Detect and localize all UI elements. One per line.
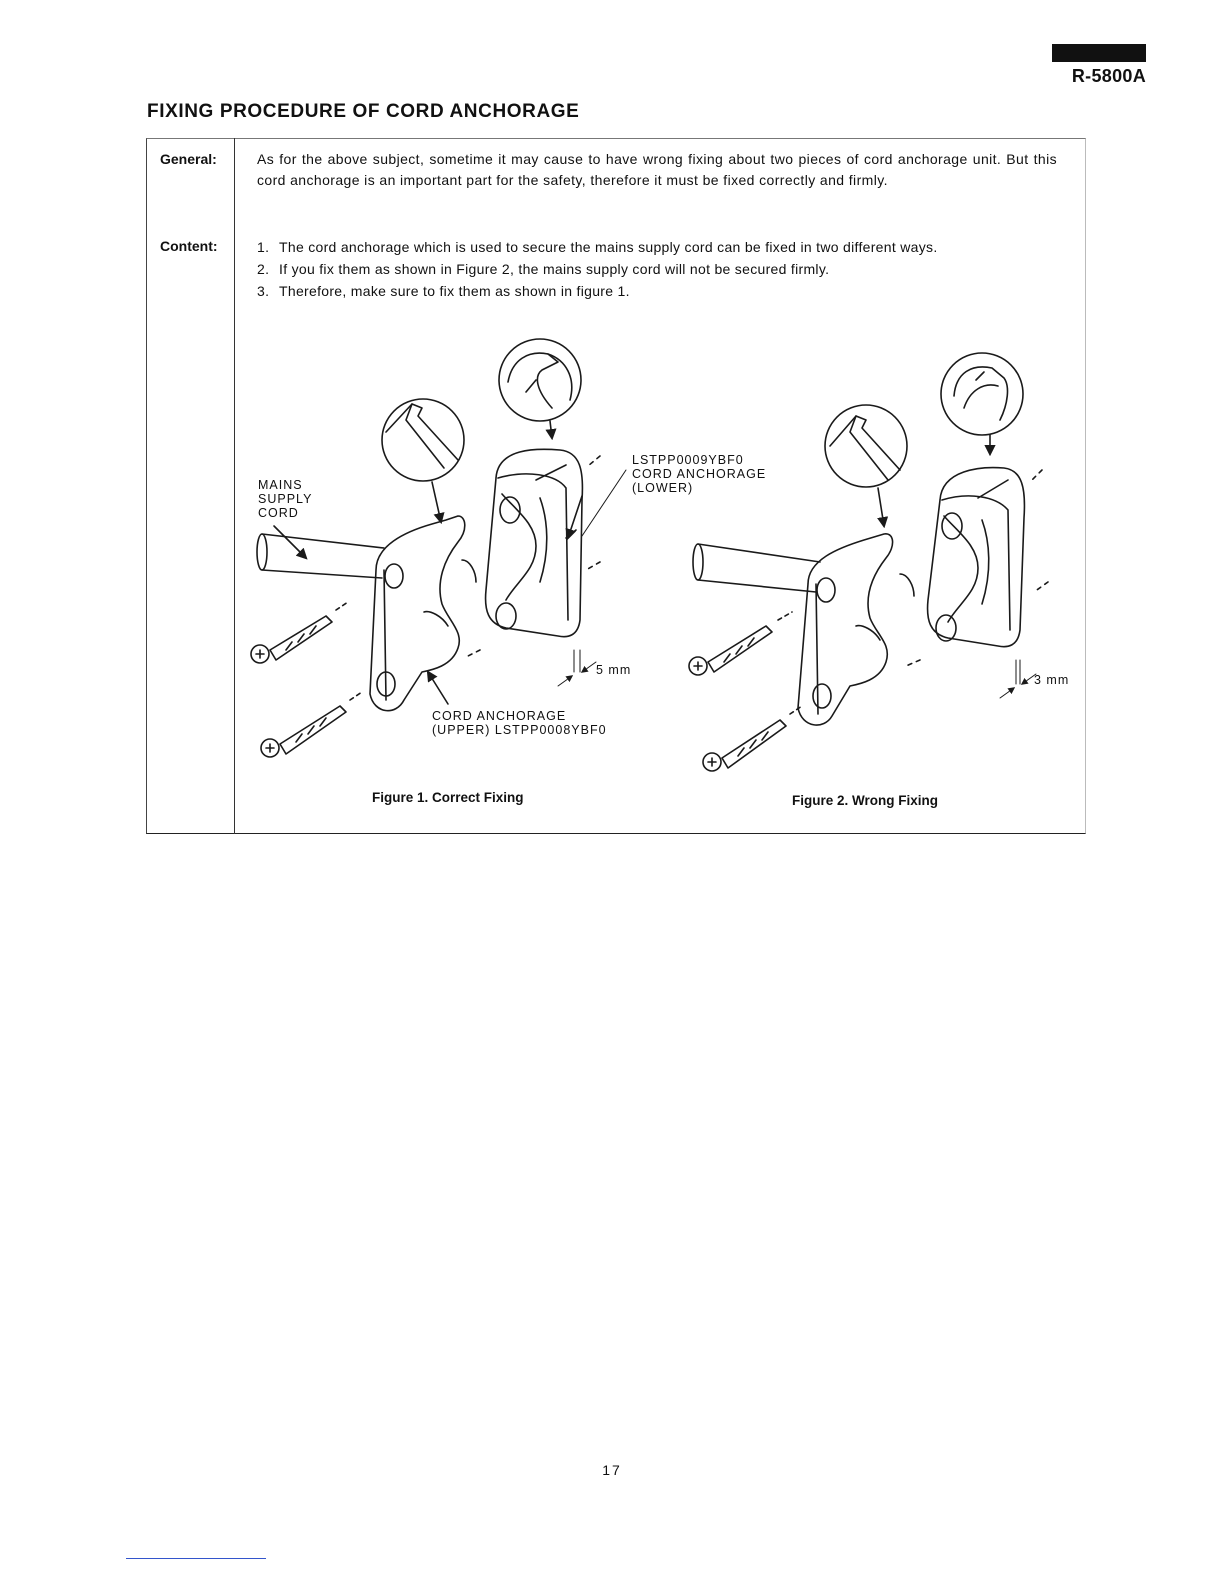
label-mains-supply-cord: MAINS SUPPLY CORD [258,478,313,520]
detail-circle-upper [825,405,907,526]
lower-anchorage [928,468,1025,647]
detail-circle-lower [499,339,581,438]
list-item-number: 2. [257,261,270,277]
list-item-text: If you fix them as shown in Figure 2, the mains supply cord will not be secured firmly. [279,261,830,277]
label-upper-anchorage: CORD ANCHORAGE (UPPER) LSTPP0008YBF0 [432,709,607,737]
general-text: As for the above subject, sometime it may cause to have wrong fixing about two pieces of cord anchorage unit. But this cord anchorage is an important part for the safety, therefore it must be fixed correctly and firmly. [257,151,1057,188]
label-gap-3mm: 3 mm [1034,673,1070,687]
page-title: FIXING PROCEDURE OF CORD ANCHORAGE [147,101,580,122]
screw-upper [689,612,792,675]
figure-1-drawing [251,339,626,757]
gap-3mm-indicator [1000,660,1036,698]
screw-upper [251,602,348,663]
list-item-number: 1. [257,239,270,255]
screw-lower [261,692,362,757]
figure-2-drawing [689,353,1048,771]
content-list [257,236,1067,302]
model-code: R-5800A [1071,66,1146,86]
mains-supply-cord [693,544,820,592]
figure-1-caption: Figure 1. Correct Fixing [372,790,524,805]
mains-supply-cord [257,526,384,578]
upper-anchorage [798,534,914,725]
list-item [257,258,1067,280]
label-gap-5mm: 5 mm [596,663,632,677]
list-item-number: 3. [257,283,270,299]
screw-lower [703,706,802,771]
list-item-text: Therefore, make sure to fix them as shown in figure 1. [279,283,630,299]
list-item [257,236,1067,258]
cord-anchorage-diagram [236,320,1084,820]
upper-anchorage [370,516,476,711]
footer-rule [126,1558,266,1559]
figure-2-caption: Figure 2. Wrong Fixing [792,793,939,808]
detail-circle-lower [941,353,1023,454]
table-column-divider [234,138,235,834]
list-item [257,280,1067,302]
content-label: Content: [160,238,218,254]
general-label: General: [160,151,217,167]
page-number: 17 [602,1462,622,1478]
label-lower-anchorage: LSTPP0009YBF0 CORD ANCHORAGE (LOWER) [632,453,767,495]
lower-anchorage [486,449,583,636]
model-tab-bar [1052,44,1146,62]
list-item-text: The cord anchorage which is used to secure the mains supply cord can be fixed in two different ways. [279,239,938,255]
detail-circle-upper [382,399,464,522]
